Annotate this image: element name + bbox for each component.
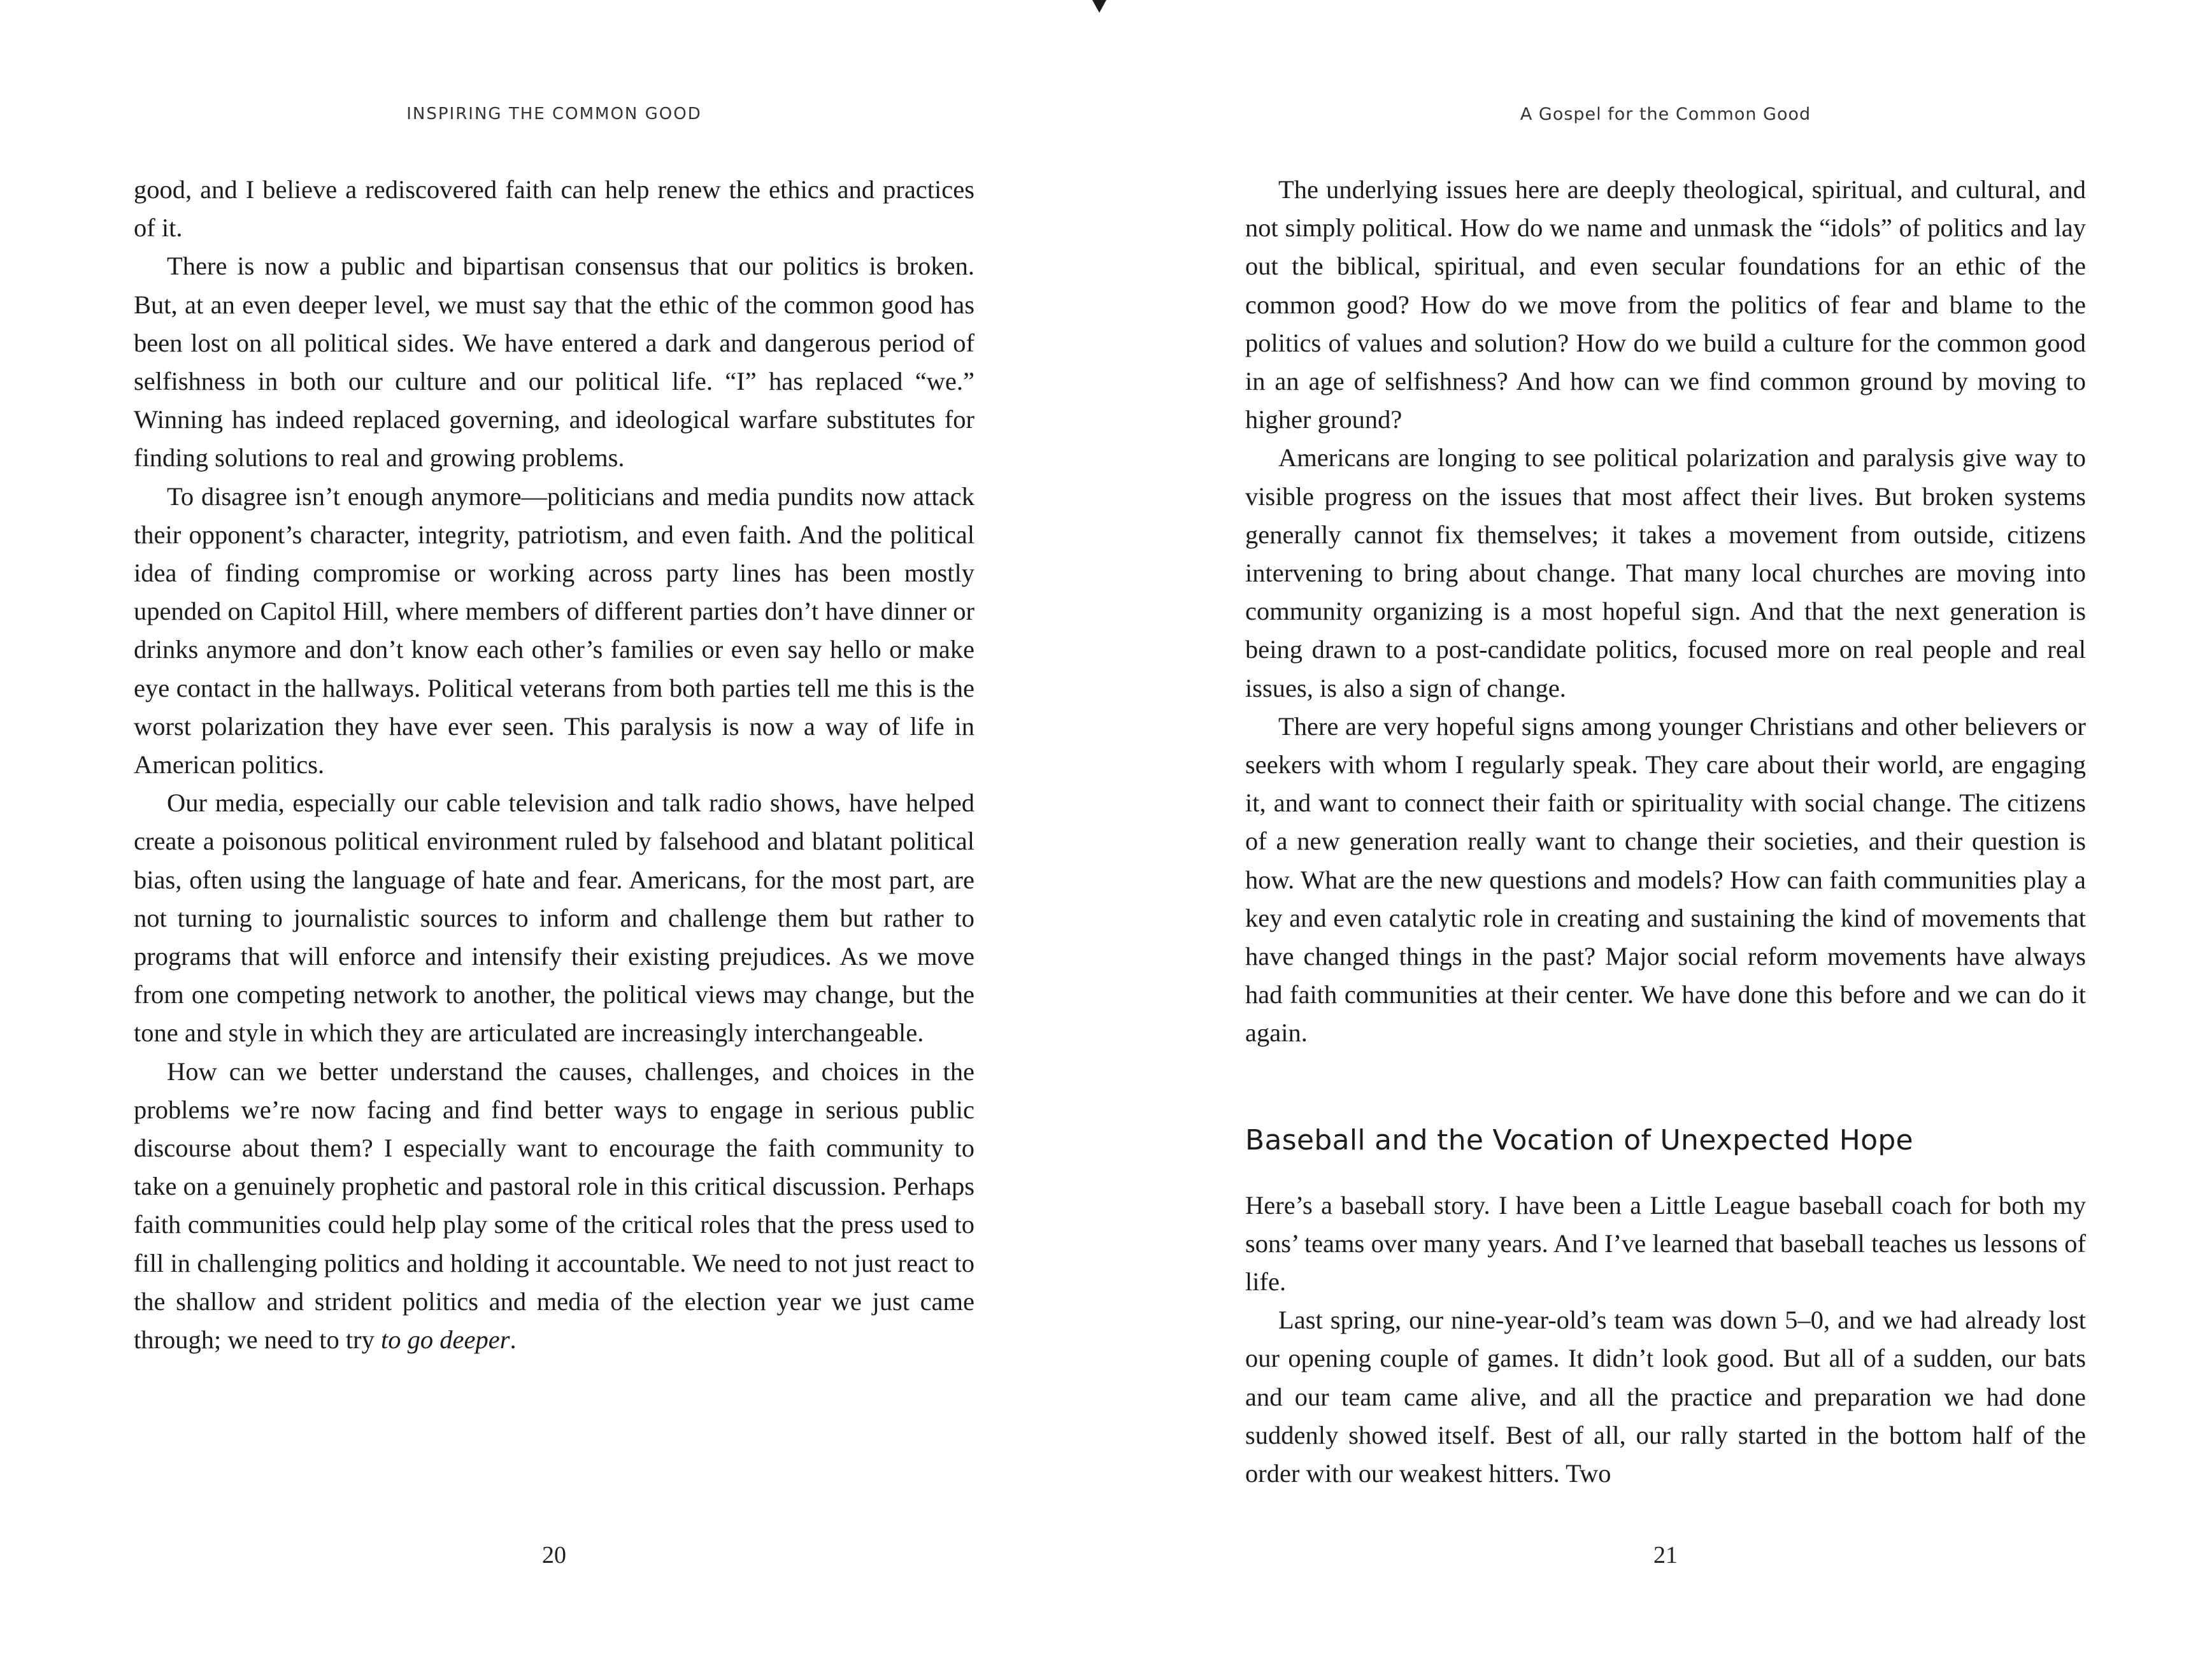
- section-heading: Baseball and the Vocation of Unexpected Hope: [1245, 1123, 1913, 1157]
- right-page: [1245, 0, 2086, 1680]
- left-paragraph-5: [134, 1053, 974, 1360]
- right-paragraph-2: Americans are longing to see political polarization and paralysis give way to visible progress on the issues that most affect their lives. But broken systems generally cannot fix themselves; it takes a movement from outside, citizens intervening to bring about change. That many local churches are moving into community organizing is a most hopeful sign. And that the next generation is being drawn to a post-candidate politics, focused more on real people and real issues, is also a sign of change.: [1245, 443, 2086, 702]
- right-body-text: [1245, 171, 2086, 1493]
- right-paragraph-1: The underlying issues here are deeply theological, spiritual, and cultural, and not simply political. How do we name and unmask the “idols” of politics and lay out the biblical, spiritual, and even secular foundations for an ethic of the common good? How do we move from the politics of fear and blame to the politics of values and solution? How do we build a culture for the common good in an age of selfishness? And how can we find common ground by moving to higher ground?: [1245, 175, 2086, 434]
- right-running-head: A Gospel for the Common Good: [1520, 104, 1811, 124]
- left-page: [134, 0, 974, 1680]
- left-paragraph-3: To disagree isn’t enough anymore—politicians and media pundits now attack their opponent’s character, integrity, patriotism, and even faith. And the political idea of finding compromise or working across party lines has been mostly upended on Capitol Hill, where members of different parties don’t have dinner or drinks anymore and don’t know each other’s families or even say hello or make eye contact in the hallways. Political veterans from both parties tell me this is the worst polarization they have ever seen. This paralysis is now a way of life in American politics.: [134, 481, 974, 779]
- left-running-head: INSPIRING THE COMMON GOOD: [406, 104, 702, 124]
- right-page-number: 21: [1653, 1542, 1678, 1569]
- left-paragraph-4: Our media, especially our cable television and talk radio shows, have helped create a poisonous political environment ruled by falsehood and blatant political bias, often using the language of hate and fear. Americans, for the most part, are not turning to journalistic sources to inform and challenge them but rather to programs that will enforce and intensify their existing prejudices. As we move from one competing network to another, the political views may change, but the tone and style in which they are articulated are increasingly interchangeable.: [134, 788, 974, 1048]
- left-body-text: [134, 171, 974, 1359]
- gutter-mark: [1092, 0, 1106, 13]
- right-section-paragraph-1: Here’s a baseball story. I have been a Little League baseball coach for both my sons’ teams over many years. And I’ve learned that baseball teaches us lessons of life.: [1245, 1190, 2086, 1297]
- left-paragraph-5-emphasis: to go deeper: [381, 1325, 510, 1355]
- right-section-paragraph-2: Last spring, our nine-year-old’s team was down 5–0, and we had already lost our opening couple of games. It didn’t look good. But all of a sudden, our bats and our team came alive, and all the practice and preparation we had done suddenly showed itself. Best of all, our rally started in the bottom half of the order with our weakest hitters. Two: [1245, 1306, 2086, 1488]
- left-page-number: 20: [542, 1542, 566, 1569]
- left-paragraph-2: There is now a public and bipartisan consensus that our politics is broken. But, at an even deeper level, we must say that the ethic of the common good has been lost on all political sides. We have entered a dark and dangerous period of selfishness in both our culture and our political life. “I” has replaced “we.” Winning has indeed replaced governing, and ideological warfare substitutes for finding solutions to real and growing problems.: [134, 252, 974, 473]
- right-paragraph-3: There are very hopeful signs among younger Christians and other believers or seekers with whom I regularly speak. They care about their world, are engaging it, and want to connect their faith or spirituality with social change. The citizens of a new generation really want to change their societies, and their question is how. What are the new questions and models? How can faith communities play a key and even catalytic role in creating and sustaining the kind of movements that have changed things in the past? Major social reform movements have always had faith communities at their center. We have done this before and we can do it again.: [1245, 711, 2086, 1048]
- left-paragraph-1: good, and I believe a rediscovered faith can help renew the ethics and practices of it.: [134, 175, 974, 243]
- left-paragraph-5-text: How can we better understand the causes, challenges, and choices in the problems we’re now facing and find better ways to engage in serious public discourse about them? I especially want to encourage the faith community to take on a genuinely prophetic and pastoral role in this critical discussion. Perhaps faith communities could help play some of the critical roles that the press used to fill in challenging politics and holding it accountable. We need to not just react to the shallow and strident politics and media of the election year we just came through; we need to try: [134, 1057, 974, 1355]
- left-paragraph-5-end: .: [510, 1325, 517, 1355]
